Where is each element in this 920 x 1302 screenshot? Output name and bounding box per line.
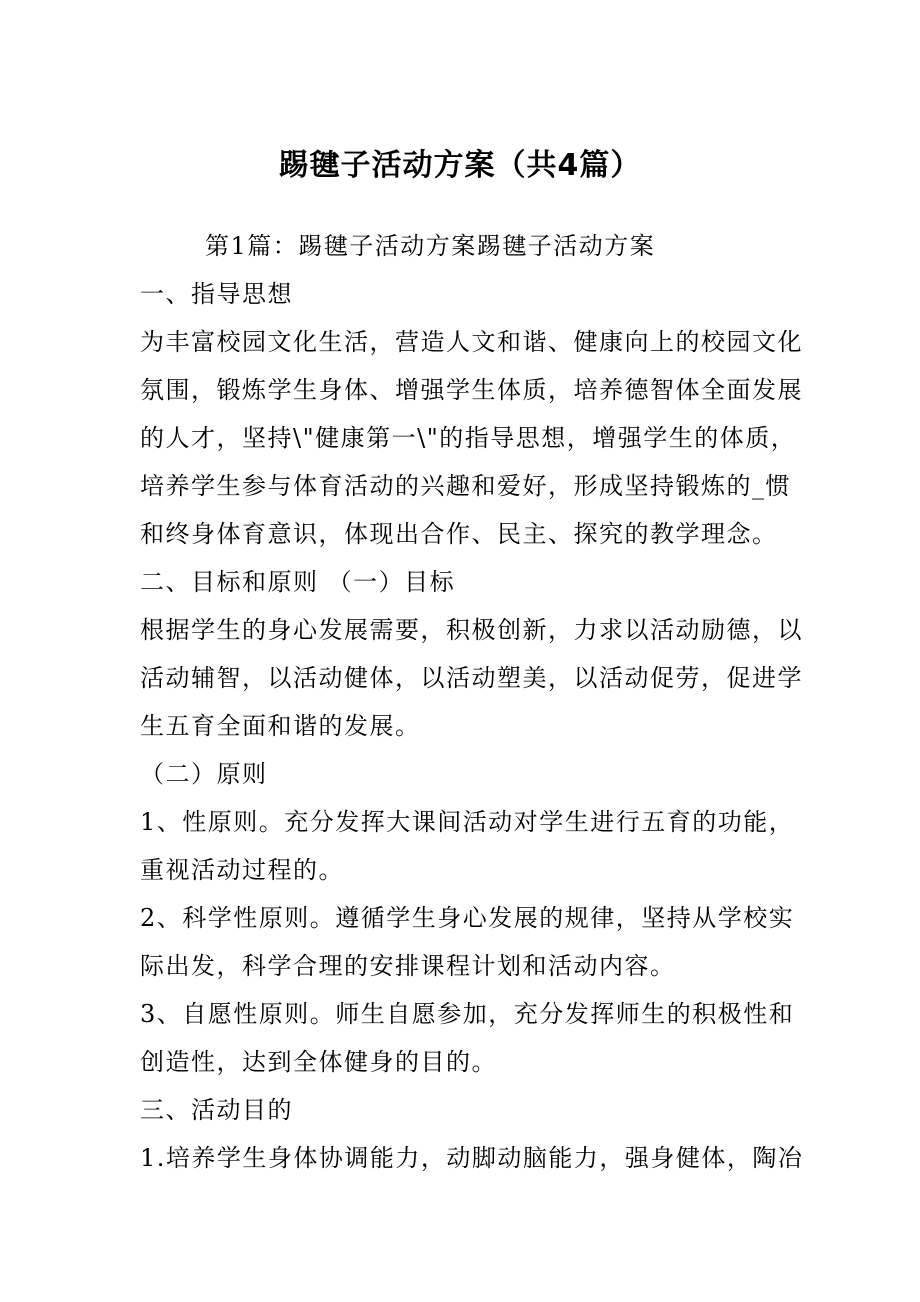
list-item-line: 2、科学性原则。遵循学生身心发展的规律，坚持从学校实 <box>140 904 795 932</box>
paragraph-line: 生五育全面和谐的发展。 <box>140 712 421 740</box>
list-item-line: 际出发，科学合理的安排课程计划和活动内容。 <box>140 952 676 980</box>
paragraph-line: 的人才，坚持\"健康第一\"的指导思想，增强学生的体质， <box>140 424 797 452</box>
paragraph-line: 活动辅智，以活动健体，以活动塑美，以活动促劳，促进学 <box>140 664 803 692</box>
heading-principles: （二）原则 <box>140 760 268 788</box>
list-item-line: 1、性原则。充分发挥大课间活动对学生进行五育的功能， <box>140 808 795 836</box>
section-heading-part1: 第1篇：踢毽子活动方案踢毽子活动方案 <box>205 232 656 260</box>
heading-activity-purpose: 三、活动目的 <box>140 1096 293 1124</box>
paragraph-line: 培养学生参与体育活动的兴趣和爱好，形成坚持锻炼的_惯 <box>140 472 791 500</box>
list-item-line: 1.培养学生身体协调能力，动脚动脑能力，强身健体，陶冶 <box>140 1144 804 1172</box>
paragraph-line: 为丰富校园文化生活，营造人文和谐、健康向上的校园文化 <box>140 328 803 356</box>
paragraph-line: 氛围，锻炼学生身体、增强学生体质，培养德智体全面发展 <box>140 376 803 404</box>
paragraph-line: 根据学生的身心发展需要，积极创新，力求以活动励德，以 <box>140 616 803 644</box>
list-item-line: 重视活动过程的。 <box>140 856 344 884</box>
list-item-line: 创造性，达到全体健身的目的。 <box>140 1048 497 1076</box>
paragraph-line: 和终身体育意识，体现出合作、民主、探究的教学理念。 <box>140 520 778 548</box>
heading-guiding-ideology: 一、指导思想 <box>140 280 293 308</box>
list-item-line: 3、自愿性原则。师生自愿参加，充分发挥师生的积极性和 <box>140 1000 795 1028</box>
document-title: 踢毽子活动方案（共4篇） <box>278 148 642 183</box>
heading-goals-principles: 二、目标和原则 （一）目标 <box>140 568 456 596</box>
